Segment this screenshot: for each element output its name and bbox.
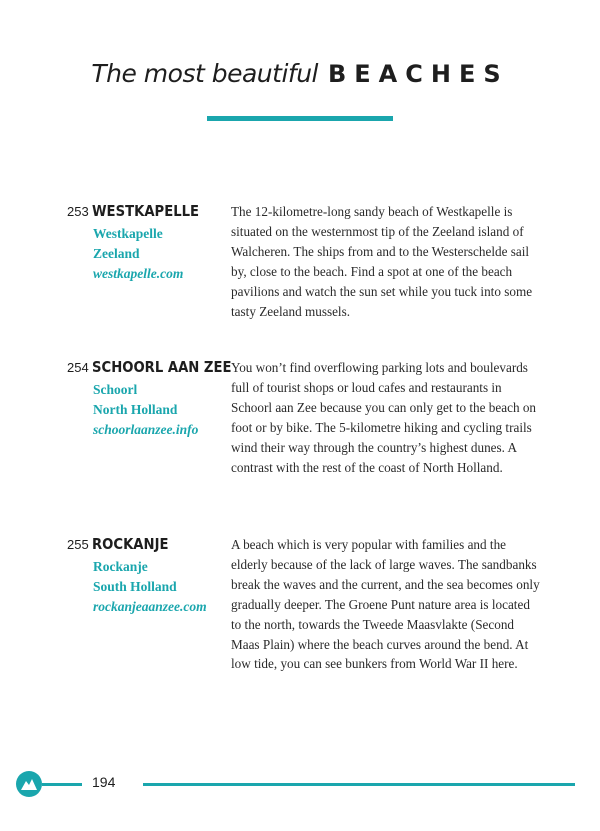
entry-description: You won’t find overflowing parking lots and boulevards full of tourist shops or loud cafes and restaurants in Schoorl aan Zee because you can only get to the beach on foot or by bike. The 5-kilometre hiking and cycling trails wind their way through the country’s highest dunes. A contrast with the rest of the coast of North Holland. (231, 360, 537, 475)
footer-rule-right (143, 783, 575, 786)
entry-meta (93, 557, 207, 617)
entry-number: 253 (67, 204, 89, 219)
entry-meta (93, 380, 198, 440)
footer-rule-left (42, 783, 82, 786)
entry-name: WESTKAPELLE (91, 202, 199, 220)
entry-town: Schoorl (93, 382, 138, 397)
title-script: The most beautiful (91, 59, 318, 88)
entry-province: Zeeland (93, 246, 140, 261)
title-underline (207, 116, 393, 121)
mountain-icon (16, 771, 42, 797)
entry-meta (93, 224, 183, 284)
entry-heading (67, 358, 250, 377)
entry-description: The 12-kilometre-long sandy beach of Westkapelle is situated on the westernmost tip of the Zeeland island of Walcheren. The ships from and to the Westerschelde sail by, close to the beach. Find a spot at one of the beach pavilions and watch the sun set while you tuck into some tasty Zeeland mussels. (231, 204, 533, 319)
entry-heading (67, 535, 179, 554)
entry-number: 254 (67, 360, 89, 375)
entry-website-link[interactable]: westkapelle.com (93, 266, 184, 281)
entry-town: Rockanje (93, 559, 148, 574)
page-title (0, 52, 600, 90)
entry-name: ROCKANJE (91, 535, 169, 553)
entry-province: North Holland (93, 402, 178, 417)
page-number: 194 (92, 774, 116, 790)
entry-province: South Holland (93, 579, 177, 594)
entry-number: 255 (67, 537, 89, 552)
mountain-glyph (21, 778, 37, 790)
entry-name: SCHOORL AAN ZEE (91, 358, 232, 376)
entry-town: Westkapelle (93, 226, 163, 241)
entry-heading (67, 202, 213, 221)
entry-description: A beach which is very popular with families and the elderly because of the lack of large waves. The sandbanks break the waves and the current, and the sea becomes only gradually deeper. The Groene Punt nature area is located to the north, towards the Tweede Maasvlakte (Second Maas Plain) where the beach curves around the bend. At low tide, you can see bunkers from World War II here. (231, 537, 540, 672)
entry-website-link[interactable]: rockanjeaanzee.com (93, 599, 207, 614)
title-caps: BEACHES (327, 60, 509, 88)
entry-website-link[interactable]: schoorlaanzee.info (93, 422, 199, 437)
